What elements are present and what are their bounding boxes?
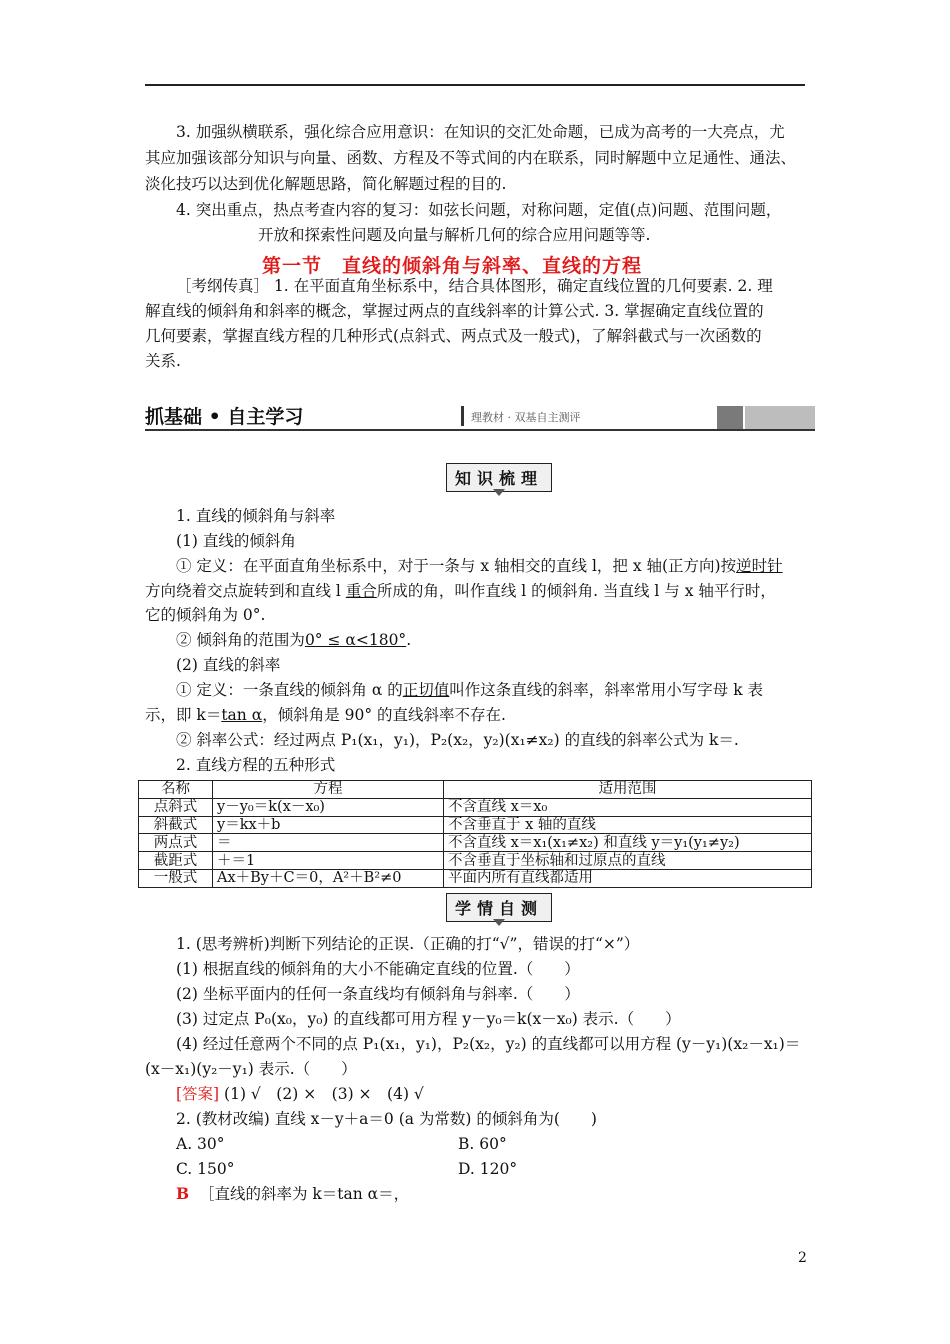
table-cell: 不含垂直于 x 轴的直线	[444, 816, 812, 834]
intro-item4-line2: 开放和探索性问题及向量与解析几何的综合应用问题等等.	[258, 226, 651, 244]
intro-item3-line3: 淡化技巧以达到优化解题思路，简化解题过程的目的.	[145, 175, 507, 193]
table-cell: 不含直线 x＝x₀	[444, 798, 812, 816]
table-cell: y＝kx＋b	[213, 816, 444, 834]
table-cell: 斜截式	[139, 816, 213, 834]
range-line: ② 倾斜角的范围为0° ≤ α<180°.	[176, 631, 412, 649]
banner-light-block	[745, 406, 815, 430]
table-row	[139, 869, 812, 887]
page-number: 2	[798, 1250, 807, 1266]
question-1-3: (3) 过定点 P₀(x₀，y₀) 的直线都可用方程 y－y₀＝k(x－x₀) 表示.（ ）	[176, 1010, 681, 1028]
table-row	[139, 798, 812, 816]
banner-title: 抓基础 • 自主学习	[145, 406, 304, 428]
option-d: D. 120°	[458, 1160, 518, 1178]
knowledge-h2: 2. 直线方程的五种形式	[176, 756, 336, 774]
down-triangle-icon	[493, 919, 505, 926]
banner-dark-block	[717, 406, 743, 430]
option-a: A. 30°	[176, 1135, 225, 1153]
section-banner	[145, 402, 815, 430]
banner-underline	[145, 429, 815, 431]
banner-subtitle: 理教材 · 双基自主测评	[471, 411, 581, 424]
question-1: 1. (思考辨析)判断下列结论的正误.（正确的打“√”，错误的打“×”）	[176, 935, 640, 953]
table-header: 名称	[139, 781, 213, 799]
knowledge-h1: 1. 直线的倾斜角与斜率	[176, 507, 336, 525]
answer-text: (1) √ (2) × (3) × (4) √	[224, 1085, 424, 1103]
table-cell: 截距式	[139, 852, 213, 870]
answer-label: [答案]	[176, 1085, 220, 1103]
selftest-heading-label: 学情自测	[446, 893, 552, 922]
intro-item3-line1: 3. 加强纵横联系，强化综合应用意识：在知识的交汇处命题，已成为高考的一大亮点，尤	[176, 123, 785, 141]
knowledge-h1b: (2) 直线的斜率	[176, 656, 281, 674]
def2-line2: 示，即 k＝tan α，倾斜角是 90° 的直线斜率不存在.	[145, 706, 506, 724]
syllabus-line1: ［考纲传真］ 1. 在平面直角坐标系中，结合具体图形，确定直线位置的几何要素. 2. 理	[176, 277, 773, 295]
solution-label: B	[176, 1184, 190, 1203]
table-cell: ＋＝1	[213, 852, 444, 870]
line-forms-table	[138, 780, 812, 888]
intro-item4-line1: 4. 突出重点，热点考查内容的复习：如弦长问题，对称问题，定值(点)问题、范围问题，	[176, 201, 782, 219]
knowledge-heading-label: 知识梳理	[446, 463, 552, 492]
question-1-4-line1: (4) 经过任意两个不同的点 P₁(x₁，y₁)，P₂(x₂，y₂) 的直线都可以用方程 (y－y₁)(x₂－x₁)＝	[176, 1035, 801, 1053]
knowledge-heading	[446, 463, 552, 497]
table-cell: 点斜式	[139, 798, 213, 816]
option-b: B. 60°	[458, 1135, 507, 1153]
syllabus-line2: 解直线的倾斜角和斜率的概念，掌握过两点的直线斜率的计算公式. 3. 掌握确定直线位置的	[145, 302, 764, 320]
table-cell: 不含垂直于坐标轴和过原点的直线	[444, 852, 812, 870]
question-2: 2. (教材改编) 直线 x－y＋a＝0 (a 为常数) 的倾斜角为( )	[176, 1110, 597, 1128]
syllabus-line4: 关系.	[145, 352, 181, 370]
table-row	[139, 816, 812, 834]
def2-line1: ① 定义：一条直线的倾斜角 α 的正切值叫作这条直线的斜率，斜率常用小写字母 k 表	[176, 681, 764, 699]
slope-formula: ② 斜率公式：经过两点 P₁(x₁，y₁)，P₂(x₂，y₂)(x₁≠x₂) 的直线的斜率公式为 k＝.	[176, 731, 739, 749]
question-1-1: (1) 根据直线的倾斜角的大小不能确定直线的位置.（ ）	[176, 960, 580, 978]
solution-text: ［直线的斜率为 k＝tan α＝，	[198, 1185, 410, 1203]
option-c: C. 150°	[176, 1160, 235, 1178]
down-triangle-icon	[493, 489, 505, 496]
question-1-2: (2) 坐标平面内的任何一条直线均有倾斜角与斜率.（ ）	[176, 985, 580, 1003]
def1-line3: 它的倾斜角为 0°.	[145, 606, 266, 624]
table-row	[139, 852, 812, 870]
syllabus-line3: 几何要素，掌握直线方程的几种形式(点斜式、两点式及一般式)，了解斜截式与一次函数的	[145, 327, 762, 345]
intro-item3-line2: 其应加强该部分知识与向量、函数、方程及不等式间的内在联系，同时解题中立足通性、通法、	[145, 149, 797, 167]
table-cell: 两点式	[139, 834, 213, 852]
table-header: 方程	[213, 781, 444, 799]
def1-line1: ① 定义：在平面直角坐标系中，对于一条与 x 轴相交的直线 l，把 x 轴(正方向)按逆时针	[176, 557, 783, 575]
header-rule	[145, 84, 805, 86]
section-title: 第一节 直线的倾斜角与斜率、直线的方程	[262, 255, 643, 277]
question-1-4-line2: (x－x₁)(y₂－y₁) 表示.（ ）	[145, 1060, 357, 1078]
knowledge-h1a: (1) 直线的倾斜角	[176, 532, 296, 550]
table-cell: 一般式	[139, 869, 213, 887]
table-cell: 不含直线 x＝x₁(x₁≠x₂) 和直线 y＝y₁(y₁≠y₂)	[444, 834, 812, 852]
table-header: 适用范围	[444, 781, 812, 799]
table-cell: y－y₀＝k(x－x₀)	[213, 798, 444, 816]
solution-line	[176, 1183, 409, 1205]
table-cell: Ax＋By＋C＝0，A²＋B²≠0	[213, 869, 444, 887]
table-row	[139, 834, 812, 852]
table-cell: 平面内所有直线都适用	[444, 869, 812, 887]
answer-line	[176, 1083, 424, 1105]
table-cell: ＝	[213, 834, 444, 852]
table-header-row	[139, 781, 812, 799]
banner-divider	[461, 406, 464, 426]
def1-line2: 方向绕着交点旋转到和直线 l 重合所成的角，叫作直线 l 的倾斜角. 当直线 l 与 x 轴平行时，	[145, 582, 776, 600]
selftest-heading	[446, 893, 552, 927]
